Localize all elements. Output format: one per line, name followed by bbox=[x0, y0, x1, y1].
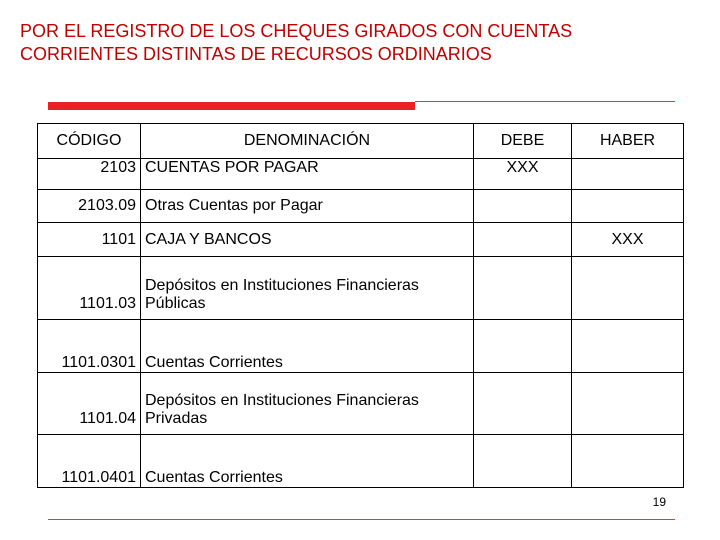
row-haber: XXX bbox=[572, 223, 684, 257]
table-row bbox=[38, 435, 684, 488]
row-denomination: Cuentas Corrientes bbox=[141, 320, 474, 373]
row-denomination-line-1: Depósitos en Instituciones Financieras bbox=[145, 277, 419, 294]
row-haber bbox=[572, 373, 684, 435]
table-row bbox=[38, 373, 684, 435]
row-debe bbox=[474, 257, 572, 320]
row-denomination bbox=[141, 257, 474, 320]
header-haber: HABER bbox=[572, 124, 684, 159]
row-code: 2103 bbox=[38, 159, 141, 190]
row-code: 1101.03 bbox=[38, 257, 141, 320]
accounting-entry-table bbox=[37, 123, 684, 488]
table-row bbox=[38, 257, 684, 320]
table-row bbox=[38, 190, 684, 223]
table-row bbox=[38, 320, 684, 373]
row-haber bbox=[572, 190, 684, 223]
row-denomination: CAJA Y BANCOS bbox=[141, 223, 474, 257]
row-code: 2103.09 bbox=[38, 190, 141, 223]
accent-bar bbox=[48, 102, 415, 110]
row-denomination: Otras Cuentas por Pagar bbox=[141, 190, 474, 223]
row-denomination: CUENTAS POR PAGAR bbox=[141, 159, 474, 190]
row-denomination-line-2: Públicas bbox=[145, 295, 206, 312]
accent-rule bbox=[415, 101, 675, 102]
row-denomination bbox=[141, 373, 474, 435]
header-code: CÓDIGO bbox=[38, 124, 141, 159]
slide-title-line-2: CORRIENTES DISTINTAS DE RECURSOS ORDINARIOS bbox=[20, 44, 492, 64]
table-row bbox=[38, 159, 684, 190]
row-debe bbox=[474, 223, 572, 257]
row-debe: XXX bbox=[474, 159, 572, 190]
row-code: 1101 bbox=[38, 223, 141, 257]
row-debe bbox=[474, 190, 572, 223]
row-debe bbox=[474, 435, 572, 488]
footer-rule bbox=[48, 519, 675, 520]
row-code: 1101.0401 bbox=[38, 435, 141, 488]
slide-title-line-1: POR EL REGISTRO DE LOS CHEQUES GIRADOS CON CUENTAS bbox=[20, 21, 573, 41]
header-debe: DEBE bbox=[474, 124, 572, 159]
row-haber bbox=[572, 159, 684, 190]
slide-title bbox=[20, 20, 700, 66]
page-number: 19 bbox=[652, 495, 666, 509]
row-denomination-line-2: Privadas bbox=[145, 410, 208, 427]
table-header-row bbox=[38, 124, 684, 159]
row-code: 1101.0301 bbox=[38, 320, 141, 373]
row-haber bbox=[572, 257, 684, 320]
row-code: 1101.04 bbox=[38, 373, 141, 435]
row-haber bbox=[572, 435, 684, 488]
row-denomination: Cuentas Corrientes bbox=[141, 435, 474, 488]
table-row bbox=[38, 223, 684, 257]
row-haber bbox=[572, 320, 684, 373]
row-debe bbox=[474, 320, 572, 373]
header-denomination: DENOMINACIÓN bbox=[141, 124, 474, 159]
row-debe bbox=[474, 373, 572, 435]
row-denomination-line-1: Depósitos en Instituciones Financieras bbox=[145, 392, 419, 409]
